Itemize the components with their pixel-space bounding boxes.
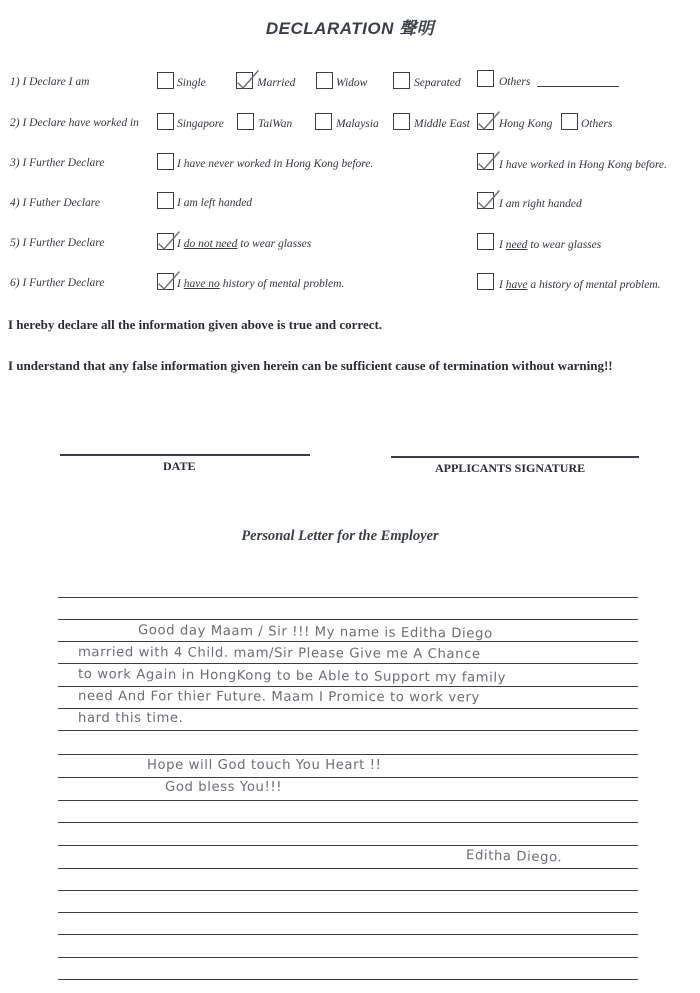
singapore-label: Singapore — [177, 118, 224, 130]
ruled-line — [58, 686, 638, 687]
ruled-line — [58, 708, 638, 709]
letter-line: need And For thier Future. Maam I Promice to work very — [77, 689, 480, 706]
date-label: DATE — [163, 459, 196, 473]
mental-history-checkbox[interactable] — [477, 273, 494, 290]
ruled-line — [58, 754, 638, 755]
no-mental-history-label: I have no history of mental problem. — [177, 278, 345, 290]
ruled-line — [58, 890, 638, 891]
worked-hk-before-checkbox[interactable] — [477, 153, 494, 170]
right-handed-label: I am right handed — [499, 198, 582, 210]
row-label-marital: 1) I Declare I am — [10, 76, 90, 88]
ruled-line — [58, 777, 638, 778]
no-glasses-checkbox[interactable] — [157, 233, 174, 250]
separated-checkbox[interactable] — [393, 72, 410, 89]
middle-east-label: Middle East — [414, 118, 470, 130]
no-mental-history-checkbox[interactable] — [157, 273, 174, 290]
worked-hk-before-label: I have worked in Hong Kong before. — [499, 159, 667, 171]
page-title: DECLARATION 聲明 — [265, 19, 435, 38]
check-mark-icon — [475, 110, 501, 134]
marital-others-blank[interactable] — [537, 86, 619, 87]
check-mark-icon — [475, 189, 501, 213]
single-checkbox[interactable] — [157, 72, 174, 89]
warning-statement: I understand that any false information given herein can be sufficient cause of termination without warning!! — [8, 358, 613, 373]
worked-others-checkbox[interactable] — [561, 113, 578, 130]
ruled-line — [58, 845, 638, 846]
never-worked-hk-label: I have never worked in Hong Kong before. — [177, 158, 374, 170]
middle-east-checkbox[interactable] — [393, 113, 410, 130]
taiwan-checkbox[interactable] — [237, 113, 254, 130]
ruled-line — [58, 957, 638, 958]
letter-line: to work Again in HongKong to be Able to Support my family — [77, 667, 507, 686]
signature-line[interactable] — [391, 456, 639, 458]
singapore-checkbox[interactable] — [157, 113, 174, 130]
marital-others-checkbox[interactable] — [477, 70, 494, 87]
hong-kong-label: Hong Kong — [499, 118, 553, 130]
ruled-line — [58, 979, 638, 980]
check-mark-icon — [475, 150, 501, 174]
malaysia-label: Malaysia — [336, 118, 379, 130]
letter-line: hard this time. — [78, 711, 184, 726]
widow-checkbox[interactable] — [316, 72, 333, 89]
row-label-mental-health: 6) I Further Declare — [10, 277, 105, 289]
single-label: Single — [177, 77, 206, 89]
ruled-line — [58, 597, 638, 598]
declaration-statement: I hereby declare all the information given above is true and correct. — [8, 317, 383, 332]
letter-title: Personal Letter for the Employer — [241, 528, 439, 544]
married-label: Married — [257, 77, 296, 89]
never-worked-hk-checkbox[interactable] — [157, 153, 174, 170]
ruled-line — [58, 641, 638, 642]
letter-line: Good day Maam / Sir !!! My name is Editha Diego — [137, 623, 493, 642]
marital-others-label: Others — [499, 76, 531, 88]
mental-history-label: I have a history of mental problem. — [499, 279, 661, 291]
signature-label: APPLICANTS SIGNATURE — [435, 461, 586, 475]
left-handed-label: I am left handed — [177, 197, 253, 209]
need-glasses-checkbox[interactable] — [477, 233, 494, 250]
right-handed-checkbox[interactable] — [477, 192, 494, 209]
married-checkbox[interactable] — [236, 72, 253, 89]
ruled-line — [58, 868, 638, 869]
ruled-line — [58, 934, 638, 935]
malaysia-checkbox[interactable] — [315, 113, 332, 130]
letter-line: Hope will God touch You Heart !! — [147, 758, 382, 773]
widow-label: Widow — [336, 77, 368, 89]
date-line[interactable] — [60, 454, 310, 456]
ruled-line — [58, 800, 638, 801]
taiwan-label: TaiWan — [258, 118, 293, 130]
row-label-handedness: 4) I Futher Declare — [10, 197, 100, 209]
ruled-line — [58, 912, 638, 913]
row-label-glasses: 5) I Further Declare — [10, 237, 105, 249]
letter-signature: Editha Diego. — [465, 848, 563, 866]
ruled-line — [58, 822, 638, 823]
ruled-line — [58, 619, 638, 620]
letter-line: God bless You!!! — [165, 780, 283, 795]
hong-kong-checkbox[interactable] — [477, 113, 494, 130]
ruled-line — [58, 663, 638, 664]
ruled-line — [58, 730, 638, 731]
separated-label: Separated — [414, 77, 461, 89]
need-glasses-label: I need to wear glasses — [499, 239, 602, 251]
left-handed-checkbox[interactable] — [157, 192, 174, 209]
row-label-hk-history: 3) I Further Declare — [10, 157, 105, 169]
no-glasses-label: I do not need to wear glasses — [177, 238, 312, 250]
row-label-worked-in: 2) I Declare have worked in — [10, 117, 139, 129]
worked-others-label: Others — [581, 118, 613, 130]
letter-line: married with 4 Child. mam/Sir Please Give me A Chance — [77, 645, 481, 663]
